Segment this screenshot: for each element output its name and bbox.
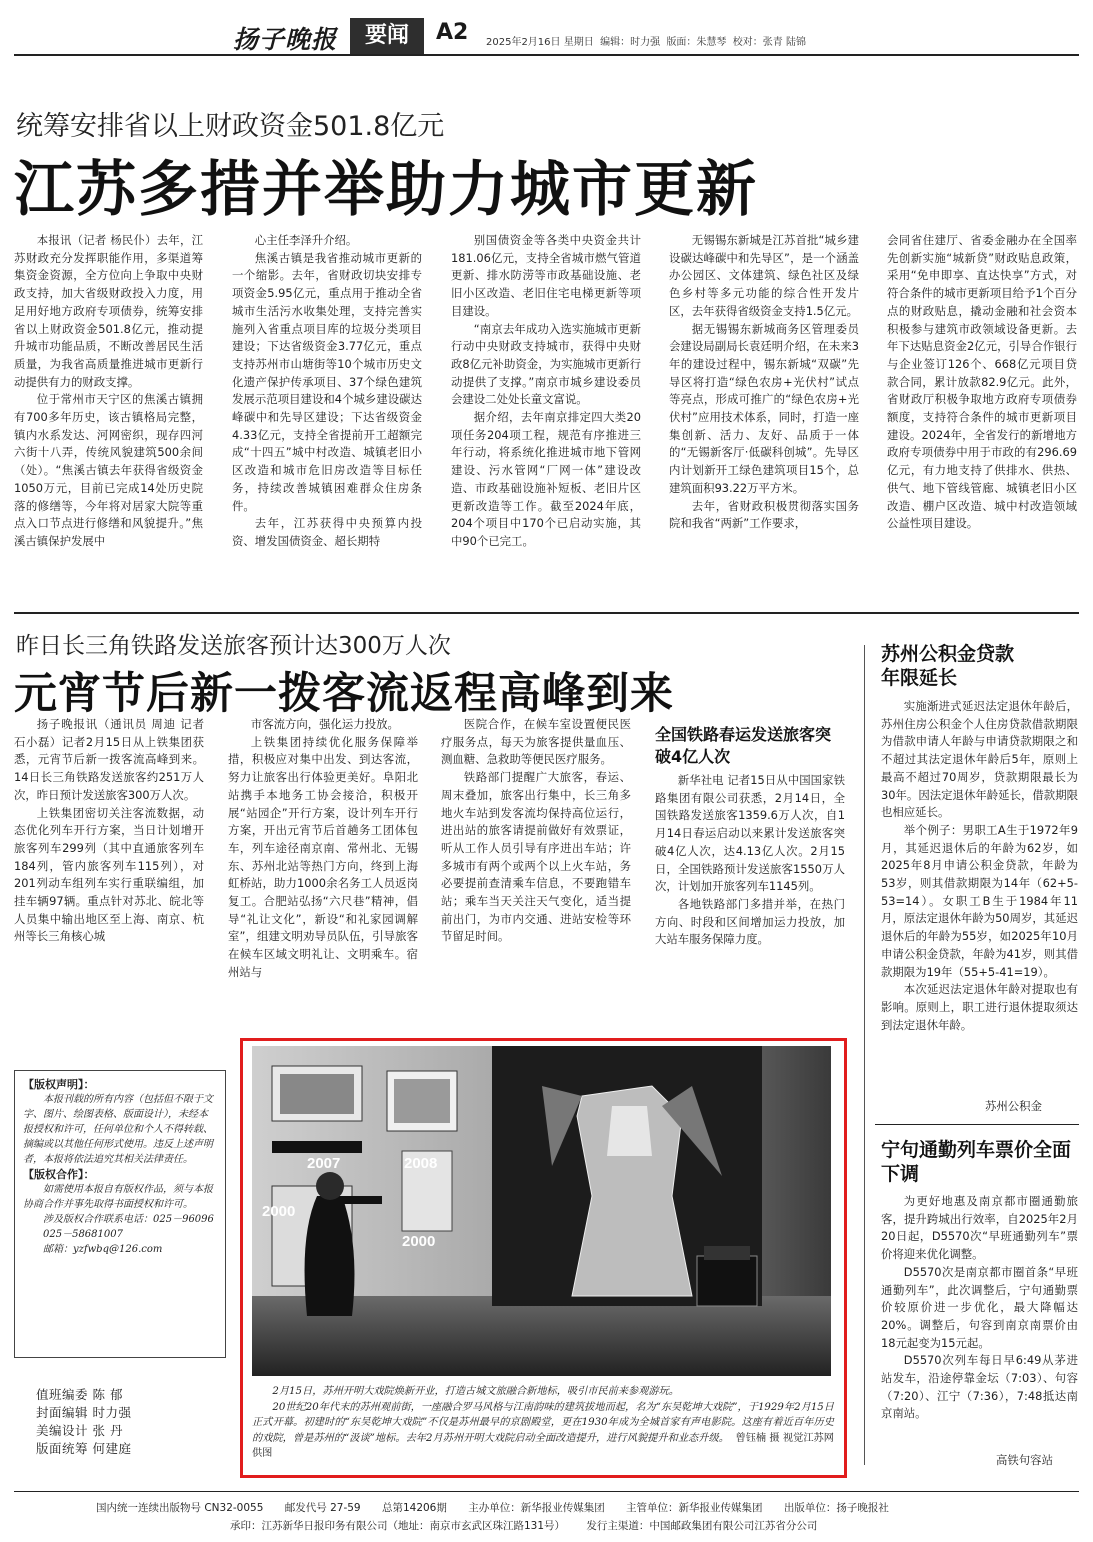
sidebar-story2-source: 高铁句容站 (996, 1453, 1053, 1467)
footer-item: 承印：江苏新华日报印务有限公司（地址：南京市玄武区珠江路131号） (230, 1520, 566, 1532)
paragraph: 心主任李泽升介绍。 (254, 233, 358, 247)
staff-list (36, 1386, 131, 1458)
staff-item: 封面编辑 时力强 (36, 1405, 132, 1420)
story2-headline: 元宵节后新一拨客流返程高峰到来 (14, 669, 674, 719)
footer-item: 主管单位：新华报业传媒集团 (626, 1502, 763, 1514)
footer-item: 出版单位：扬子晚报社 (783, 1502, 889, 1514)
paragraph: 焦溪古镇是我省推动城市更新的一个缩影。去年，省财政切块安排专项资金5.95亿元，重点用于推动全省城市生活污水收集处理，支持完善实施列入省重点项目库的垃圾分类项目建设；下达省级资金3.77亿元，重点支持苏州市山塘街等10个城市历史文化遗产保护传承项目、37个绿色建筑发展示范项目建设和4个城乡建设碳达峰碳中和先导区建设；下达省级资金4.33亿元，支持全省提前开工超额完成“十四五”城中村改造、城镇老旧小区改造和城市危旧房改造等目标任务，持续改善城镇困难群众住房条件。 (232, 250, 422, 513)
cooperation-text: 如需使用本报自有版权作品，须与本报协商合作并事先取得书面授权和许可。 (23, 1184, 213, 1210)
sidebar-divider (864, 645, 865, 1465)
paragraph: 位于常州市天宁区的焦溪古镇拥有700多年历史，该古镇格局完整，镇内水系发达、河网密织，现存四河六街十八弄，传统风貌建筑500余间（处）。“焦溪古镇去年获得省级资金1050万元，目前已完成14处历史院落的修缮等，今年将对居家大院等重点入口节点进行修缮和风貌提升。”焦溪古镇保护发展中 (14, 392, 203, 548)
paragraph: 本次延迟法定退休年龄对提取也有影响。原则上，职工进行退休提取须达到法定退休年龄。 (881, 982, 1078, 1032)
footer-item: 主办单位：新华报业传媒集团 (468, 1502, 605, 1514)
contact-email: 邮箱：yzfwbq@126.com (43, 1244, 163, 1255)
copyright-text: 本报刊载的所有内容（包括但不限于文字、图片、绘图表格、版面设计），未经本报授权和许可，任何单位和个人不得转载、摘编或以其他任何形式使用。违反上述声明者，本报将依法追究其相关法律责任。 (23, 1094, 213, 1165)
staff-item: 版面统筹 何建庭 (36, 1441, 132, 1456)
paragraph: 各地铁路部门多措并举，在热门方向、时段和区间增加运力投放，加大站车服务保障力度。 (655, 896, 845, 947)
paragraph: 扬子晚报讯（通讯员 周迪 记者 石小磊）记者2月15日从上铁集团获悉，元宵节后新一拨客流高峰到来。14日长三角铁路发送旅客约251万人次，昨日预计发送旅客300万人次。 (14, 717, 204, 802)
sidebar-story1-text (881, 698, 1078, 1088)
sidebar-story1-title: 苏州公积金贷款年限延长 (881, 643, 1015, 689)
story1-col-1 (14, 232, 203, 597)
footer-line-2 (230, 1518, 835, 1533)
story1-col-4 (669, 232, 859, 597)
photo-year-label: 2007 (307, 1155, 341, 1172)
photo-year-label: 2000 (262, 1203, 296, 1220)
paragraph: D5570次列车每日早6:49从茅进站发车，沿途停靠金坛（7:03）、句容（7:20）、江宁（7:36），7:48抵达南京南站。 (881, 1353, 1078, 1421)
story1-kicker: 统筹安排省以上财政资金501.8亿元 (16, 111, 445, 142)
museum-photo-illustration (252, 1046, 831, 1376)
paragraph: D5570次是南京都市圈首条“早班通勤列车”，此次调整后，宁句通勤票价较原价进一步优化，最大降幅达20%。调整后，句容到南京南票价由18元起变为15元起。 (881, 1264, 1078, 1350)
section-rule (14, 612, 1079, 614)
sidebar-story2-text (881, 1193, 1078, 1457)
story2-kicker: 昨日长三角铁路发送旅客预计达300万人次 (16, 633, 451, 659)
photo-caption (252, 1384, 834, 1462)
paragraph: 医院合作，在候车室设置便民医疗服务点，每天为旅客提供量血压、测血糖、急救助等便民医疗服务。 (441, 717, 631, 767)
paragraph: 为更好地惠及南京都市圈通勤旅客，提升跨城出行效率，自2025年2月20日起，D5570次“早班通勤列车”票价将迎来优化调整。 (881, 1194, 1078, 1262)
sidebar-story2-title: 宁句通勤列车票价全面下调 (881, 1139, 1072, 1185)
footer-rule (14, 1491, 1079, 1492)
photo-year-label: 2000 (402, 1233, 436, 1250)
section-label: 要闻 (350, 18, 424, 54)
header-rule (14, 54, 1079, 56)
contact-phone-2: 025－58681007 (43, 1229, 123, 1240)
copyright-box (14, 1070, 226, 1358)
paragraph: “南京去年成功入选实施城市更新行动中央财政支持城市，获得中央财政8亿元补助资金，为实施城市更新行动提供了支撑。”南京市城乡建设委员会建设二处处长童文富说。 (451, 321, 641, 407)
editor: 编辑：时力强 (600, 37, 661, 48)
photo-caption-2 (252, 1400, 834, 1462)
page-number: A2 (436, 20, 469, 45)
staff-item: 值班编委 陈 郁 (36, 1387, 123, 1402)
issue-date: 2025年2月16日 星期日 (486, 37, 594, 48)
story1-col-5: 会同省住建厅、省委金融办在全国率先创新实施“城新贷”财政贴息政策，采用“免申即享、直达快享”方式，对符合条件的城市更新项目给予1个百分点的财政贴息，撬动金融和社会资本积极参与建筑市政领域设备更新。去年下达贴息资金2亿元，引导合作银行与企业签订126个、668亿元项目贷款合同，累计放款82.9亿元。此外，省财政厅积极争取地方政府专项债券额度，支持符合条件的城市更新项目建设。2024年，全省发行的新增地方政府专项债券中用于市政的有296.69亿元，有力地支持了供排水、供热、供气、地下管线管廊、城镇老旧小区改造、棚户区改造、城中村改造领域公益性项目建设。 (887, 233, 1077, 531)
story1-col-2 (232, 232, 422, 597)
museum-photo (252, 1046, 831, 1376)
paragraph: 上铁集团持续优化服务保障举措，积极应对集中出发、到达客流，努力让旅客出行体验更美好。阜阳北站携手本地务工协会接洽，积极开展“站园企”开行方案，设计列车开行方案，开出元宵节后首趟务工团体包车，列车途径南京南、常州北、无锡东、苏州北站等热门方向，终到上海虹桥站，助力1000余名务工人员返岗复工。合肥站弘扬“六尺巷”精神，倡导“礼让文化”，新设“和礼家园调解室”，组建文明劝导员队伍，引导旅客在候车区域文明礼让、文明乘车。宿州站与 (228, 734, 418, 979)
paragraph: 本报讯（记者 杨民仆）去年，江苏财政充分发挥职能作用，多渠道筹集资金资源，全方位向上争取中央财政支持，加大省级财政投入力度，用足用好地方政府专项债券，统筹安排省以上财政资金501.8亿元，推动提升城市功能品质，不断改善居民生活质量，为我省高质量推进城市更新行动提供有力的财政支撑。 (14, 233, 203, 389)
footer-item: 发行主渠道：中国邮政集团有限公司江苏省分公司 (586, 1520, 818, 1532)
footer-item: 国内统一连续出版物号 CN32-0055 (96, 1502, 264, 1514)
masthead-logo: 扬子晚报 (233, 25, 338, 54)
photo-year-label: 2008 (404, 1155, 438, 1172)
footer-item: 邮发代号 27-59 (284, 1502, 361, 1514)
story1-col-3 (451, 232, 641, 597)
photo-credit: 曾钰楠 摄 视觉江苏网供图 (252, 1432, 834, 1459)
story2-col-2 (228, 716, 418, 1018)
paragraph: 新华社电 记者15日从中国国家铁路集团有限公司获悉，2月14日，全国铁路发送旅客1359.6万人次，自1月14日春运启动以来累计发送旅客突破4亿人次，达4.13亿人次。2月15日，全国铁路预计发送旅客1550万人次，计划加开旅客列车1145列。 (655, 773, 845, 894)
paragraph: 别国债资金等各类中央资金共计181.06亿元，支持全省城市燃气管道更新、排水防涝等市政基础设施、老旧小区改造、老旧住宅电梯更新等项目建设。 (451, 233, 641, 318)
sidebar-rule (875, 1124, 1079, 1125)
paragraph: 铁路部门提醒广大旅客，春运、周末叠加，旅客出行集中，长三角多地火车站到发客流均保持高位运行，进出站的旅客请提前做好有效票证，听从工作人员引导有序进出车站；许多城市有两个或两个以上火车站，务必要提前查清乘车信息，不要跑错车站；乘车当天关注天气变化，适当提前出门，为市内交通、进站安检等环节留足时间。 (441, 770, 631, 944)
sidebar-story1-source: 苏州公积金 (985, 1099, 1042, 1113)
issue-meta (486, 33, 806, 48)
story2-col-1 (14, 716, 204, 1018)
paragraph: 无锡锡东新城是江苏首批“城乡建设碳达峰碳中和先导区”，是一个涵盖办公园区、文体建筑、绿色社区及绿色乡村等多元功能的综合性开发片区，去年获得省级资金支持1.5亿元。 (669, 233, 859, 318)
story2-col-3 (441, 716, 631, 1018)
staff-item: 美编设计 张 丹 (36, 1423, 123, 1438)
box-story-text (655, 772, 845, 1020)
paragraph: 市客流方向，强化运力投放。 (250, 717, 399, 731)
paragraph: 去年，省财政积极贯彻落实国务院和我省“两新”工作要求， (669, 498, 859, 531)
proofreader: 校对：张青 陆锦 (732, 37, 806, 48)
photo-caption-1: 2月15日，苏州开明大戏院焕新开业，打造古城文旅融合新地标，吸引市民前来参观游玩。 (272, 1386, 679, 1397)
photo-caption-2-text: 20世纪20年代末的苏州观前街，一座融合罗马风格与江南韵味的建筑拔地而起，名为“东吴乾坤大戏院”，于1929年2月15日正式开幕。初建时的“东吴乾坤大戏院”不仅是苏州最早的京剧殿堂，更在1930年成为全城首家有声电影院。这座有着近百年历史的戏院，曾是苏州的“汲谈”地标。去年2月苏州开明大戏院启动全面改造提升，进行风貌提升和业态升级。 (252, 1401, 834, 1444)
paragraph: 上铁集团密切关注客流数据，动态优化列车开行方案，当日计划增开旅客列车299列（其中直通旅客列车184列，管内旅客列车115列），对201列动车组列车实行重联编组，加挂车辆97辆。重点针对苏北、皖北等人员集中输出地区至上海、南京、杭州等长三角核心城 (14, 805, 204, 944)
paragraph: 举个例子：男职工A生于1972年9月，其延迟退休后的年龄为62岁，如2025年8月申请公积金贷款，年龄为53岁，则其借款期限为14年（62+5-53=14）。女职工B生于1984年11月，原法定退休年龄为50周岁，其延迟退休后的年龄为55岁，如2025年10月申请公积金贷款，年龄为41岁，则其借款期限为19年（55+5-41=19）。 (881, 822, 1078, 979)
paragraph: 去年，江苏获得中央预算内投资、增发国债资金、超长期特 (232, 516, 422, 548)
footer-line-1 (96, 1500, 907, 1515)
story1-headline: 江苏多措并举助力城市更新 (14, 155, 758, 225)
contact-phone: 涉及版权合作联系电话：025－96096 (43, 1214, 214, 1225)
paragraph: 据无锡锡东新城商务区管理委员会建设局副局长袁廷明介绍，在未来3年的建设过程中，锡东新城“双碳”先导区将打造“绿色农房+光伏村”试点等亮点，形成可推广的“绿色农房+光伏村”应用技术体系，同时，打造一座集创新、活力、友好、品质于一体的“无锡新客厅·低碳科创城”。先导区内计划新开工绿色建筑项目15个，总建筑面积93.22万平方米。 (669, 321, 859, 495)
paragraph: 实施渐进式延迟法定退休年龄后，苏州住房公积金个人住房贷款借款期限为借款申请人年龄与申请贷款期限之和不超过其法定退休年龄后5年，原则上最高不超过70周岁，贷款期限最长为30年。因法定退休年龄延长，借款期限也相应延长。 (881, 699, 1078, 820)
cooperation-title: 【版权合作】： (23, 1168, 95, 1181)
box-story-title: 全国铁路春运发送旅客突破4亿人次 (655, 725, 832, 766)
copyright-title: 【版权声明】： (23, 1078, 95, 1091)
footer-item: 总第14206期 (381, 1502, 447, 1514)
designer: 版面：朱慧琴 (666, 37, 727, 48)
paragraph: 据介绍，去年南京排定四大类20项任务204项工程，规范有序推进三年行动，将系统化推进城市地下管网建设、污水管网“厂网一体”建设改造、市政基础设施补短板、老旧片区更新改造等工作。截至2024年底，204个项目中170个已启动实施，其中90个已完工。 (451, 410, 641, 548)
